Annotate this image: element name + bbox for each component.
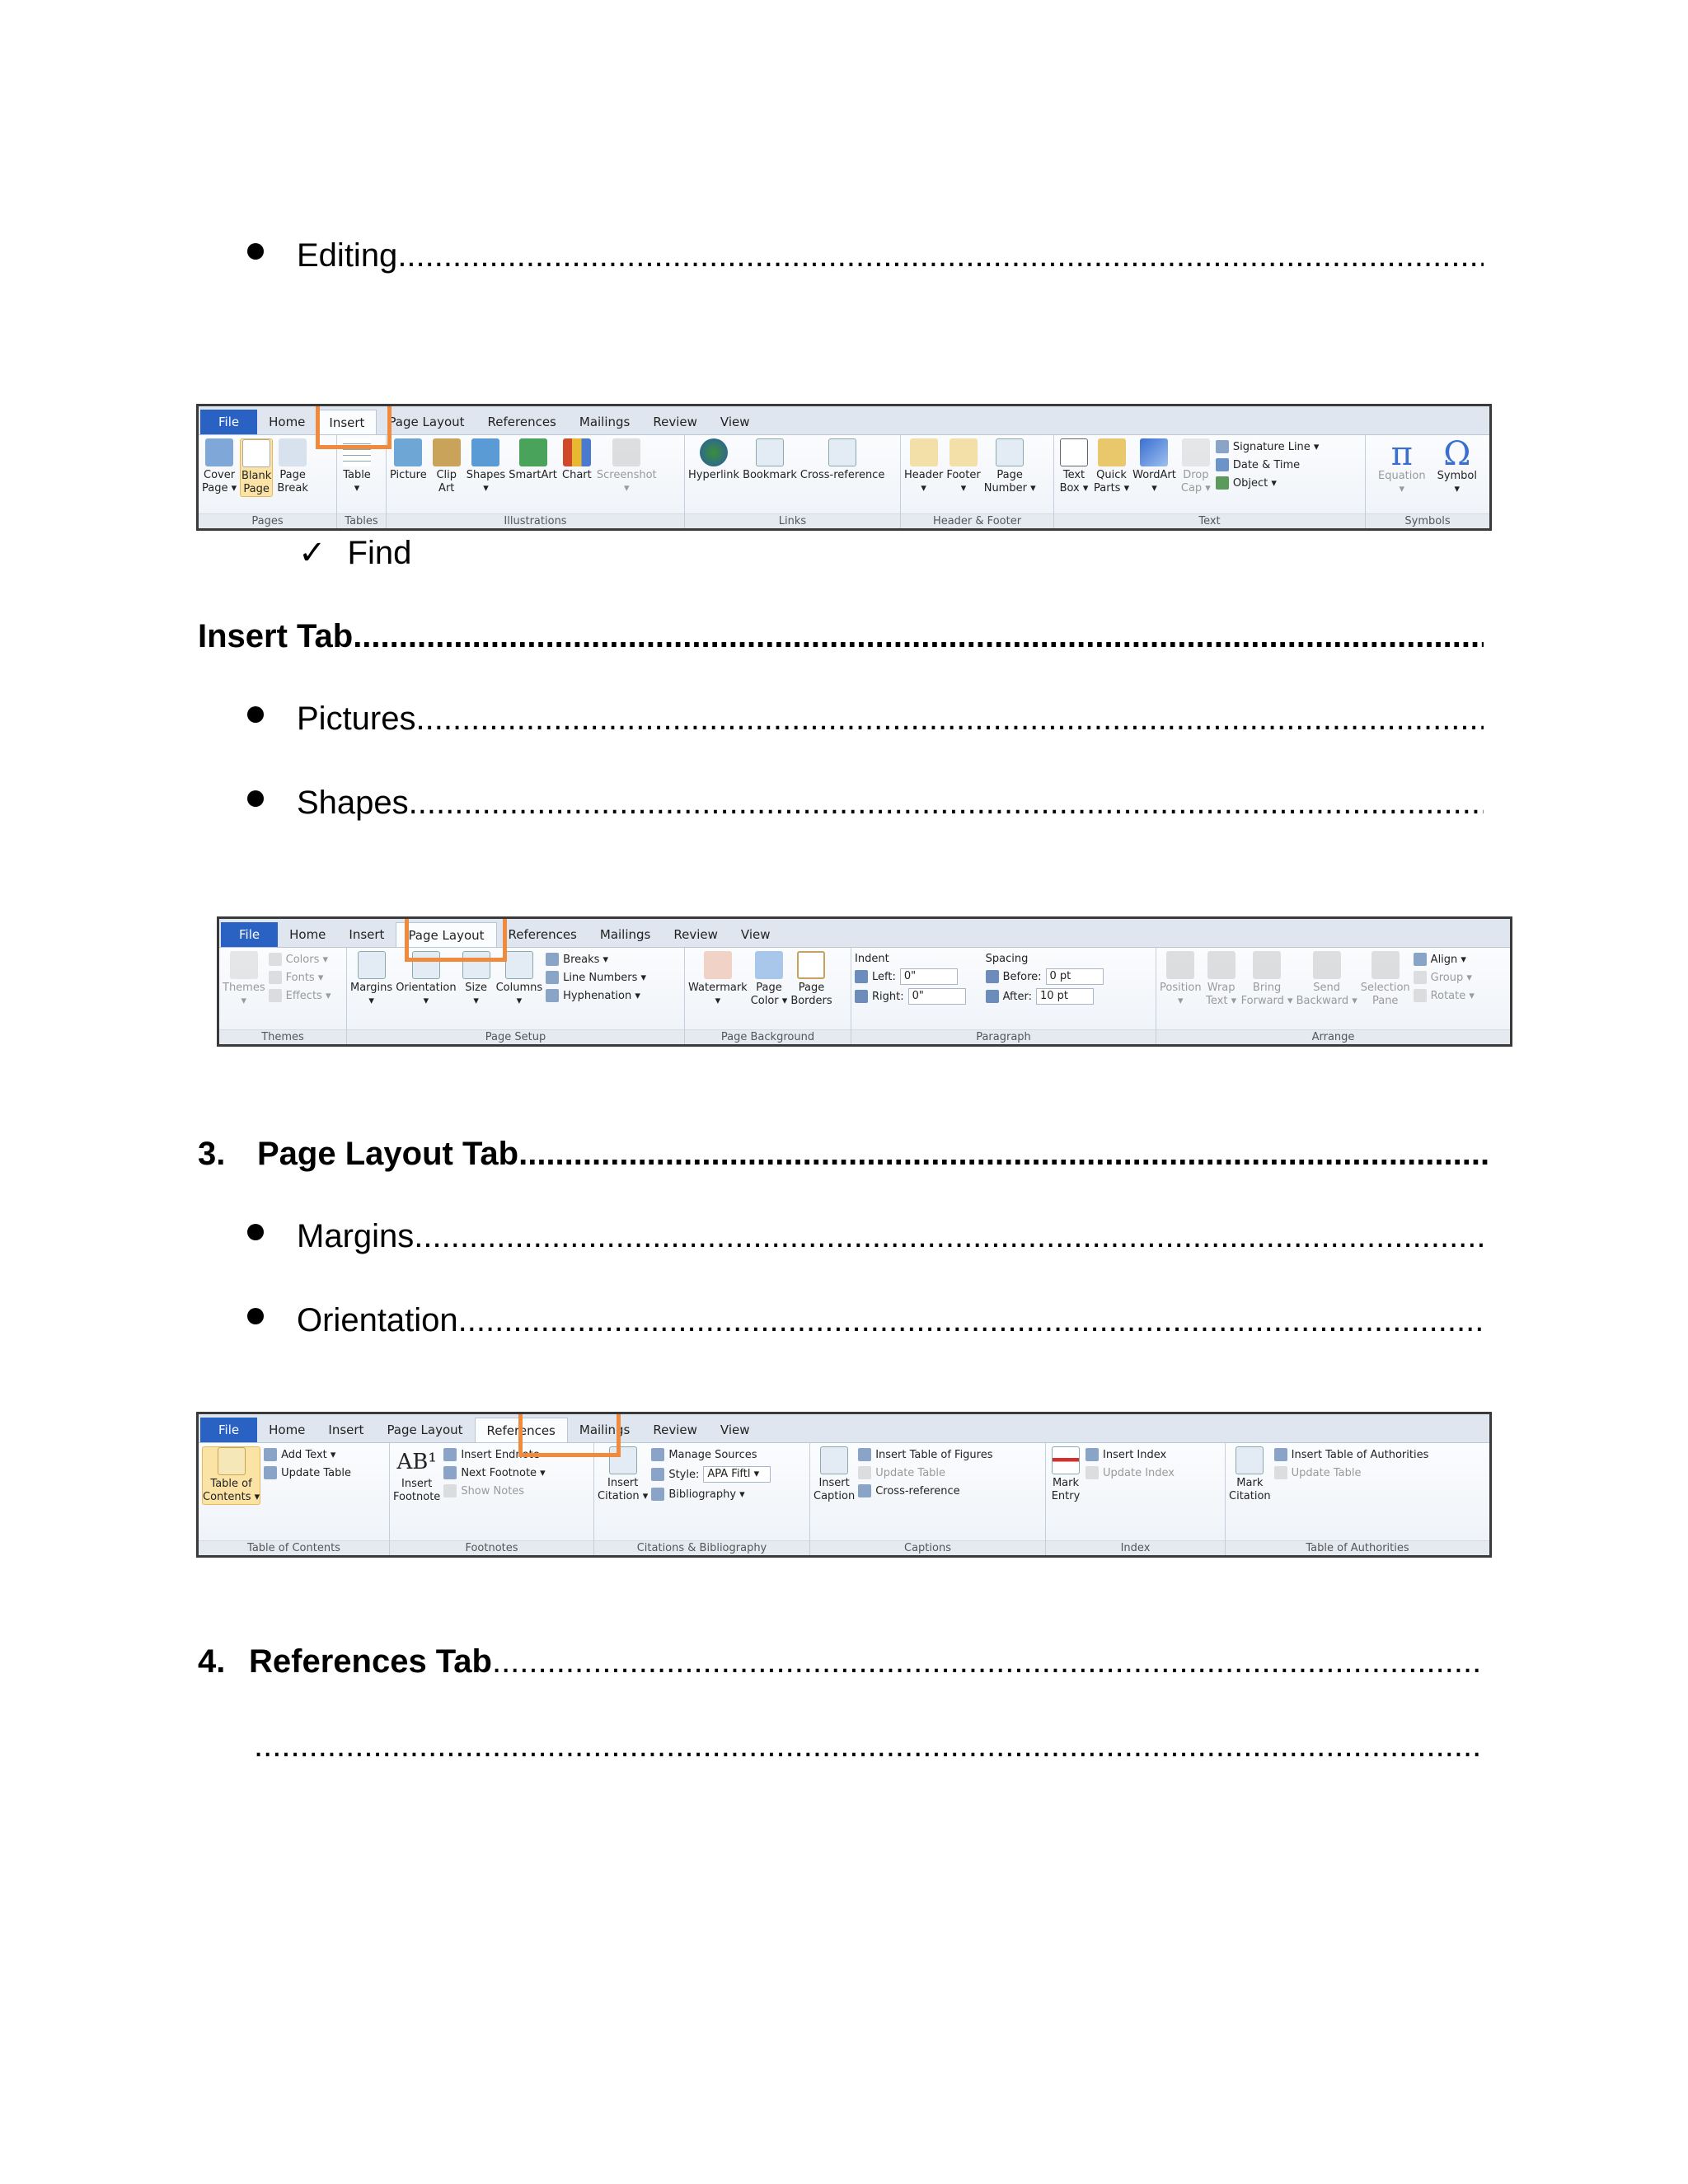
mark-citation-icon xyxy=(1236,1446,1264,1474)
group-table-of-authorities xyxy=(1226,1443,1489,1555)
margins-icon xyxy=(358,951,386,979)
group-label: Illustrations xyxy=(387,513,684,528)
cover-page-button[interactable]: Cover Page ▾ xyxy=(202,438,237,495)
rotate-button[interactable]: Rotate ▾ xyxy=(1414,989,1475,1002)
page-number-icon xyxy=(996,438,1024,466)
group-label: Arrange xyxy=(1156,1029,1510,1044)
group-header-footer xyxy=(901,435,1054,528)
hyphenation-button[interactable]: Hyphenation ▾ xyxy=(546,989,646,1002)
bibliography-button[interactable]: Bibliography ▾ xyxy=(651,1488,771,1501)
mark-entry-button[interactable]: Mark Entry xyxy=(1049,1446,1082,1503)
group-label: Pages xyxy=(199,513,336,528)
update-table-icon xyxy=(264,1466,277,1479)
bullet-line-editing xyxy=(247,237,1484,274)
before-label: Before: xyxy=(1002,970,1042,983)
wrap-text-button[interactable]: Wrap Text ▾ xyxy=(1205,951,1238,1008)
bullet-dot xyxy=(247,1308,264,1324)
highlight-insert-tab xyxy=(316,404,392,449)
fonts-icon xyxy=(269,971,282,984)
ribbon-references xyxy=(196,1412,1492,1558)
bibliography-icon xyxy=(651,1488,664,1501)
blank-page-button[interactable]: Blank Page xyxy=(240,438,273,497)
ribbon-groups xyxy=(219,948,1510,1044)
breaks-icon xyxy=(546,953,559,966)
insert-citation-button[interactable]: Insert Citation ▾ xyxy=(598,1446,648,1503)
group-label: Tables xyxy=(337,513,386,528)
group-label: Footnotes xyxy=(390,1540,593,1555)
dot-leader xyxy=(492,1643,1484,1680)
page-break-icon xyxy=(279,438,307,466)
heading-label: Insert Tab xyxy=(198,618,354,654)
group-label: Header & Footer xyxy=(901,513,1053,528)
bookmark-icon xyxy=(756,438,784,466)
group-captions xyxy=(810,1443,1046,1555)
line-numbers-icon xyxy=(546,971,559,984)
tab-view[interactable]: View xyxy=(740,927,771,942)
group-label: Text xyxy=(1054,513,1365,528)
smartart-icon xyxy=(519,438,547,466)
table-of-authorities-icon xyxy=(1274,1448,1287,1461)
group-button[interactable]: Group ▾ xyxy=(1414,971,1475,984)
tab-references[interactable]: References xyxy=(508,927,577,942)
rotate-icon xyxy=(1414,989,1427,1002)
object-icon xyxy=(1216,476,1229,490)
bullet-line-orientation xyxy=(247,1302,1484,1339)
spacing-before-field[interactable]: 0 pt xyxy=(1046,968,1104,985)
spacing-after-field[interactable]: 10 pt xyxy=(1036,988,1094,1005)
wordart-icon xyxy=(1140,438,1168,466)
checkmark-icon: ✓ xyxy=(298,535,326,571)
themes-icon xyxy=(230,951,258,979)
spacing-before-icon xyxy=(986,970,999,983)
insert-index-icon xyxy=(1085,1448,1099,1461)
columns-icon xyxy=(505,951,533,979)
colors-icon xyxy=(269,953,282,966)
group-arrange xyxy=(1156,948,1510,1044)
bullet-label: Pictures xyxy=(297,701,416,737)
margins-button[interactable]: Margins ▾ xyxy=(350,951,392,1008)
heading-label: References Tab xyxy=(249,1643,492,1680)
group-label: Table of Authorities xyxy=(1226,1540,1489,1555)
group-label: Citations & Bibliography xyxy=(594,1540,809,1555)
tab-view[interactable]: View xyxy=(720,1422,750,1437)
tab-page-layout[interactable]: Page Layout xyxy=(387,1422,463,1437)
omega-icon: Ω xyxy=(1443,435,1471,473)
insert-index-button[interactable]: Insert Index xyxy=(1085,1448,1175,1461)
cross-reference-button[interactable]: Cross-reference xyxy=(800,438,884,482)
ribbon-groups xyxy=(199,435,1489,528)
dot-leader xyxy=(409,785,1484,822)
send-backward-icon xyxy=(1313,951,1341,979)
tab-page-layout[interactable]: Page Layout xyxy=(388,415,465,429)
group-label: Page Background xyxy=(685,1029,851,1044)
group-label: Table of Contents xyxy=(199,1540,389,1555)
heading-label: Page Layout Tab xyxy=(257,1136,519,1172)
picture-button[interactable]: Picture xyxy=(390,438,427,482)
indent-left-field[interactable]: 0" xyxy=(900,968,958,985)
fonts-button[interactable]: Fonts ▾ xyxy=(269,971,331,984)
bullet-dot xyxy=(247,706,264,723)
insert-table-of-authorities-button[interactable]: Insert Table of Authorities xyxy=(1274,1448,1429,1461)
group-icon xyxy=(1414,971,1427,984)
bullet-label: Margins xyxy=(297,1218,415,1254)
dot-leader xyxy=(254,1727,1484,1765)
group-table-of-contents xyxy=(199,1443,390,1555)
manage-sources-icon xyxy=(651,1448,664,1461)
bullet-line-margins xyxy=(247,1218,1484,1255)
tab-view[interactable]: View xyxy=(720,415,750,429)
send-backward-button[interactable]: Send Backward ▾ xyxy=(1296,951,1357,1008)
table-of-contents-button[interactable]: Table of Contents ▾ xyxy=(202,1446,260,1505)
group-label: Index xyxy=(1046,1540,1225,1555)
right-label: Right: xyxy=(872,990,904,1003)
blank-page-icon xyxy=(242,439,270,467)
header-button[interactable]: Header ▾ xyxy=(904,438,943,495)
effects-button[interactable]: Effects ▾ xyxy=(269,989,331,1002)
cross-reference-icon xyxy=(828,438,856,466)
next-footnote-button[interactable]: Next Footnote ▾ xyxy=(443,1466,545,1479)
columns-button[interactable]: Columns ▾ xyxy=(496,951,543,1008)
update-index-button[interactable]: Update Index xyxy=(1085,1466,1175,1479)
tab-review[interactable]: Review xyxy=(673,927,718,942)
bullet-label: Editing xyxy=(297,237,398,274)
indent-left-icon xyxy=(855,970,868,983)
shapes-button[interactable]: Shapes ▾ xyxy=(467,438,505,495)
tab-home[interactable]: Home xyxy=(269,415,306,429)
check-line-find xyxy=(298,534,958,572)
style-label: Style: xyxy=(668,1468,700,1481)
date-time-button[interactable]: Date & Time xyxy=(1216,458,1320,471)
tab-home[interactable]: Home xyxy=(289,927,326,942)
group-label: Themes xyxy=(219,1029,346,1044)
indent-right-icon xyxy=(855,990,868,1003)
dot-leader-line xyxy=(254,1727,1484,1765)
dot-leader xyxy=(458,1302,1484,1339)
signature-line-icon xyxy=(1216,440,1229,453)
watermark-icon xyxy=(704,951,732,979)
clip-art-button[interactable]: Clip Art xyxy=(430,438,463,495)
insert-caption-button[interactable]: Insert Caption xyxy=(814,1446,855,1503)
insert-table-of-figures-button[interactable]: Insert Table of Figures xyxy=(858,1448,992,1461)
dot-leader xyxy=(414,1218,1484,1255)
spacing-label: Spacing xyxy=(985,953,1029,965)
align-icon xyxy=(1414,953,1427,966)
calendar-icon xyxy=(1216,458,1229,471)
position-icon xyxy=(1166,951,1194,979)
dot-leader xyxy=(397,237,1484,274)
selection-pane-button[interactable]: Selection Pane xyxy=(1361,951,1410,1008)
highlight-page-layout-tab xyxy=(405,916,507,962)
hyphenation-icon xyxy=(546,989,559,1002)
screenshot-icon xyxy=(612,438,640,466)
group-themes xyxy=(219,948,347,1044)
quick-parts-icon xyxy=(1098,438,1126,466)
group-text xyxy=(1054,435,1366,528)
indent-right-field[interactable]: 0" xyxy=(908,988,966,1005)
bullet-line-shapes xyxy=(247,785,1484,822)
table-button[interactable]: Table ▾ xyxy=(340,438,373,495)
selection-pane-icon xyxy=(1372,951,1400,979)
tab-mailings[interactable]: Mailings xyxy=(579,415,631,429)
tab-insert[interactable]: Insert xyxy=(349,927,385,942)
globe-icon xyxy=(700,438,728,466)
tab-review[interactable]: Review xyxy=(653,1422,697,1437)
page-borders-button[interactable]: Page Borders xyxy=(790,951,832,1008)
quick-parts-button[interactable]: Quick Parts ▾ xyxy=(1094,438,1129,495)
symbol-button[interactable]: Ω Symbol ▾ xyxy=(1437,435,1477,495)
page-number-button[interactable]: Page Number ▾ xyxy=(984,438,1036,495)
endnote-icon xyxy=(443,1448,457,1461)
tab-insert[interactable]: Insert xyxy=(316,410,377,434)
text-box-icon xyxy=(1060,438,1088,466)
tab-review[interactable]: Review xyxy=(653,415,697,429)
wrap-text-icon xyxy=(1207,951,1236,979)
table-of-figures-icon xyxy=(858,1448,871,1461)
heading-page-layout-tab xyxy=(198,1136,1488,1173)
dot-leader xyxy=(518,1136,1488,1173)
check-label: Find xyxy=(347,535,412,571)
chart-icon xyxy=(563,438,591,466)
page-borders-icon xyxy=(797,951,825,979)
ribbon-tab-bar xyxy=(199,1414,1489,1443)
tab-mailings[interactable]: Mailings xyxy=(599,927,651,942)
page-color-button[interactable]: Page Color ▾ xyxy=(751,951,788,1008)
insert-footnote-button[interactable]: AB¹ Insert Footnote xyxy=(393,1446,440,1504)
next-footnote-icon xyxy=(443,1466,457,1479)
show-notes-button[interactable]: Show Notes xyxy=(443,1484,545,1497)
object-button[interactable]: Object ▾ xyxy=(1216,476,1320,490)
update-table-button[interactable]: Update Table xyxy=(264,1466,351,1479)
align-button[interactable]: Align ▾ xyxy=(1414,953,1475,966)
chart-button[interactable]: Chart xyxy=(560,438,593,482)
add-text-icon xyxy=(264,1448,277,1461)
bullet-dot xyxy=(247,1224,264,1240)
bring-forward-icon xyxy=(1253,951,1281,979)
show-notes-icon xyxy=(443,1484,457,1497)
tab-mailings[interactable]: Mailings xyxy=(579,1422,631,1437)
add-text-button[interactable]: Add Text ▾ xyxy=(264,1448,351,1461)
ribbon-page-layout xyxy=(217,916,1512,1047)
group-label: Page Setup xyxy=(347,1029,684,1044)
page-color-icon xyxy=(755,951,783,979)
heading-number: 3. xyxy=(198,1136,226,1172)
bullet-label: Orientation xyxy=(297,1302,458,1338)
update-table-icon xyxy=(858,1466,871,1479)
ribbon-tab-bar xyxy=(199,406,1489,435)
table-of-contents-icon xyxy=(218,1447,246,1475)
effects-icon xyxy=(269,989,282,1002)
drop-cap-button[interactable]: Drop Cap ▾ xyxy=(1179,438,1212,495)
tab-file[interactable]: File xyxy=(200,1418,257,1442)
group-page-background xyxy=(685,948,851,1044)
watermark-button[interactable]: Watermark ▾ xyxy=(688,951,748,1008)
bullet-dot xyxy=(247,243,264,260)
group-paragraph xyxy=(851,948,1156,1044)
highlight-references-tab xyxy=(518,1412,621,1457)
signature-line-button[interactable]: Signature Line ▾ xyxy=(1216,440,1320,453)
group-symbols xyxy=(1366,435,1489,528)
picture-icon xyxy=(394,438,422,466)
hyperlink-button[interactable]: Hyperlink xyxy=(688,438,739,482)
mark-citation-button[interactable]: Mark Citation xyxy=(1229,1446,1271,1503)
bullet-label: Shapes xyxy=(297,785,409,821)
group-links xyxy=(685,435,901,528)
cover-page-icon xyxy=(205,438,233,466)
orientation-button[interactable]: Orientation ▾ xyxy=(396,951,456,1008)
group-label: Paragraph xyxy=(851,1029,1156,1044)
page-break-button[interactable]: Page Break xyxy=(276,438,309,495)
style-icon xyxy=(651,1468,664,1481)
group-citations-bibliography xyxy=(594,1443,810,1555)
style-dropdown[interactable]: APA Fiftl ▾ xyxy=(703,1466,771,1483)
smartart-button[interactable]: SmartArt xyxy=(509,438,557,482)
shapes-icon xyxy=(471,438,499,466)
tab-references[interactable]: References xyxy=(487,415,556,429)
header-icon xyxy=(910,438,938,466)
group-label: Links xyxy=(685,513,900,528)
tab-file[interactable]: File xyxy=(221,922,278,947)
heading-references-tab xyxy=(198,1643,1484,1680)
size-button[interactable]: Size ▾ xyxy=(460,951,493,1008)
update-table-icon xyxy=(1274,1466,1287,1479)
spacing-after-icon xyxy=(986,990,999,1003)
group-page-setup xyxy=(347,948,685,1044)
bring-forward-button[interactable]: Bring Forward ▾ xyxy=(1241,951,1293,1008)
group-label: Captions xyxy=(810,1540,1045,1555)
heading-number: 4. xyxy=(198,1643,226,1680)
update-index-icon xyxy=(1085,1466,1099,1479)
colors-button[interactable]: Colors ▾ xyxy=(269,953,331,966)
footnote-icon: AB¹ xyxy=(396,1450,437,1474)
footer-icon xyxy=(950,438,978,466)
indent-label: Indent xyxy=(855,953,889,965)
bullet-dot xyxy=(247,790,264,807)
dot-leader xyxy=(416,701,1484,738)
ribbon-groups xyxy=(199,1443,1489,1555)
ribbon-insert xyxy=(196,404,1492,531)
breaks-button[interactable]: Breaks ▾ xyxy=(546,953,646,966)
drop-cap-icon xyxy=(1182,438,1210,466)
group-illustrations xyxy=(387,435,685,528)
line-numbers-button[interactable]: Line Numbers ▾ xyxy=(546,971,646,984)
update-table-authorities-button[interactable]: Update Table xyxy=(1274,1466,1429,1479)
manage-sources-button[interactable]: Manage Sources xyxy=(651,1448,771,1461)
group-label: Symbols xyxy=(1366,513,1489,528)
update-table-figures-button[interactable]: Update Table xyxy=(858,1466,992,1479)
wordart-button[interactable]: WordArt ▾ xyxy=(1132,438,1176,495)
clip-art-icon xyxy=(433,438,461,466)
cross-reference-button[interactable]: Cross-reference xyxy=(858,1484,992,1497)
group-footnotes xyxy=(390,1443,594,1555)
tab-home[interactable]: Home xyxy=(269,1422,306,1437)
tab-page-layout[interactable]: Page Layout xyxy=(396,922,496,947)
screenshot-button[interactable]: Screenshot ▾ xyxy=(597,438,657,495)
pi-icon: π xyxy=(1390,435,1413,473)
bookmark-button[interactable]: Bookmark xyxy=(743,438,797,482)
heading-insert-tab xyxy=(198,618,1484,655)
tab-insert[interactable]: Insert xyxy=(328,1422,364,1437)
after-label: After: xyxy=(1002,990,1032,1003)
cross-reference-icon xyxy=(858,1484,871,1497)
insert-endnote-button[interactable]: Insert Endnote xyxy=(443,1448,545,1461)
left-label: Left: xyxy=(872,970,896,983)
group-index xyxy=(1046,1443,1226,1555)
footer-button[interactable]: Footer ▾ xyxy=(946,438,980,495)
tab-file[interactable]: File xyxy=(200,410,257,434)
text-box-button[interactable]: Text Box ▾ xyxy=(1057,438,1090,495)
tab-references[interactable]: References xyxy=(475,1418,568,1442)
bullet-line-pictures xyxy=(247,701,1484,738)
themes-button[interactable]: Themes ▾ xyxy=(223,951,265,1008)
equation-button[interactable]: π Equation ▾ xyxy=(1377,435,1426,495)
dot-leader xyxy=(353,618,1484,655)
position-button[interactable]: Position ▾ xyxy=(1160,951,1202,1008)
mark-entry-icon xyxy=(1052,1446,1080,1474)
caption-icon xyxy=(820,1446,848,1474)
